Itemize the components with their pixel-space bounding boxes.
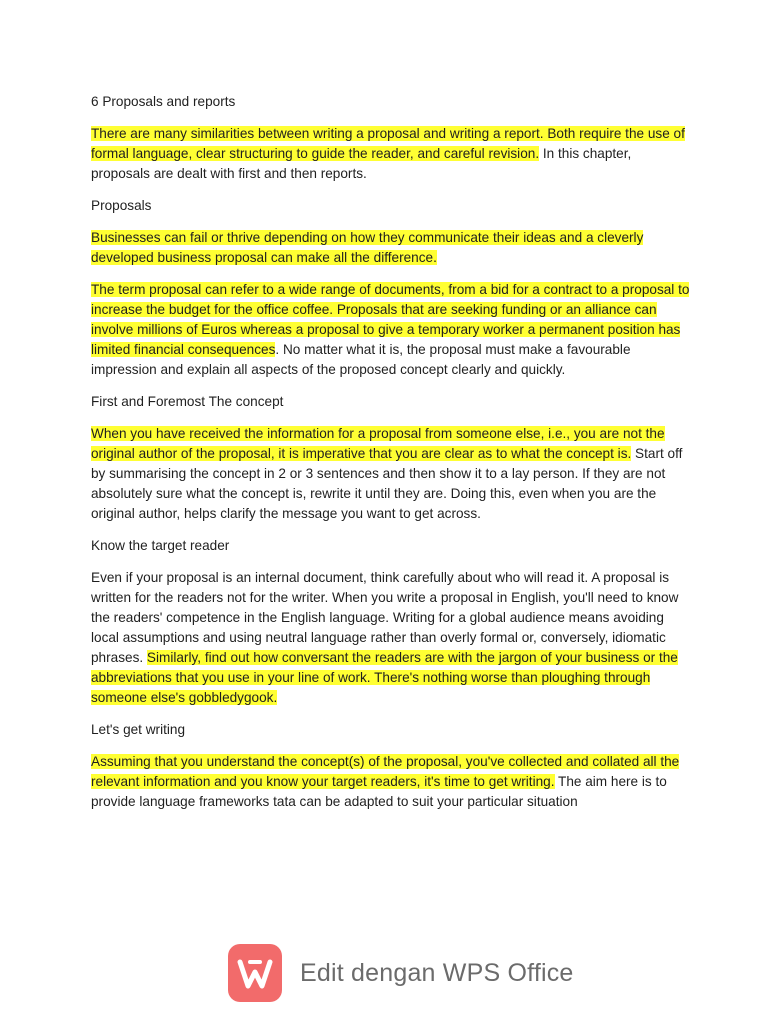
concept-paragraph (91, 424, 691, 524)
document-title: 6 Proposals and reports (91, 94, 236, 109)
paragraph-text: In this chapter, proposals are dealt with first and then reports. (91, 146, 632, 181)
document-page (91, 92, 691, 824)
wps-office-logo-icon (228, 944, 282, 1002)
wps-edit-label: Edit dengan WPS Office (300, 958, 574, 987)
highlighted-text: There are many similarities between writing a proposal and writing a report. Both require the use of formal language, clear structuring to guide the reader, and careful revision. (91, 126, 685, 161)
intro-paragraph (91, 124, 691, 184)
highlighted-text: Businesses can fail or thrive depending on how they communicate their ideas and a cleverly developed business proposal can make all the difference. (91, 230, 644, 265)
reader-paragraph (91, 568, 691, 708)
paragraph-text: The aim here is to provide language frameworks tata can be adapted to suit your particular situation (91, 774, 667, 809)
businesses-paragraph (91, 228, 691, 268)
section-heading-writing: Let's get writing (91, 722, 186, 737)
highlighted-text: Similarly, find out how conversant the readers are with the jargon of your business or the abbreviations that you use in your line of work. There's nothing worse than ploughing through someone else's gobbledygook. (91, 650, 678, 705)
section-heading-proposals: Proposals (91, 198, 152, 213)
paragraph-text: . No matter what it is, the proposal must make a favourable impression and explain all aspects of the proposed concept clearly and quickly. (91, 342, 631, 377)
paragraph-text: Start off by summarising the concept in 2 or 3 sentences and then show it to a lay person. If they are not absolutely sure what the concept is, rewrite it until they are. Doing this, even when you are the original author, helps clarify the message you want to get across. (91, 446, 683, 521)
highlighted-text: The term proposal can refer to a wide range of documents, from a bid for a contract to a proposal to increase the budget for the office coffee. Proposals that are seeking funding or an alliance can involve millions of Euros whereas a proposal to give a temporary worker a permanent position has limited financial consequences (91, 282, 690, 357)
wps-edit-banner[interactable] (228, 944, 574, 1002)
term-paragraph (91, 280, 691, 380)
paragraph-text: Even if your proposal is an internal document, think carefully about who will read it. A proposal is written for the readers not for the writer. When you write a proposal in English, you'll need to know the readers' competence in the English language. Writing for a global audience means avoiding local assumptions and using neutral language rather than overly formal or, conversely, idiomatic phrases. (91, 570, 679, 665)
section-heading-concept: First and Foremost The concept (91, 394, 284, 409)
highlighted-text: Assuming that you understand the concept(s) of the proposal, you've collected and collated all the relevant information and you know your target readers, it's time to get writing. (91, 754, 680, 789)
section-heading-reader: Know the target reader (91, 538, 230, 553)
writing-paragraph (91, 752, 691, 812)
highlighted-text: When you have received the information for a proposal from someone else, i.e., you are not the original author of the proposal, it is imperative that you are clear as to what the concept is. (91, 426, 665, 461)
